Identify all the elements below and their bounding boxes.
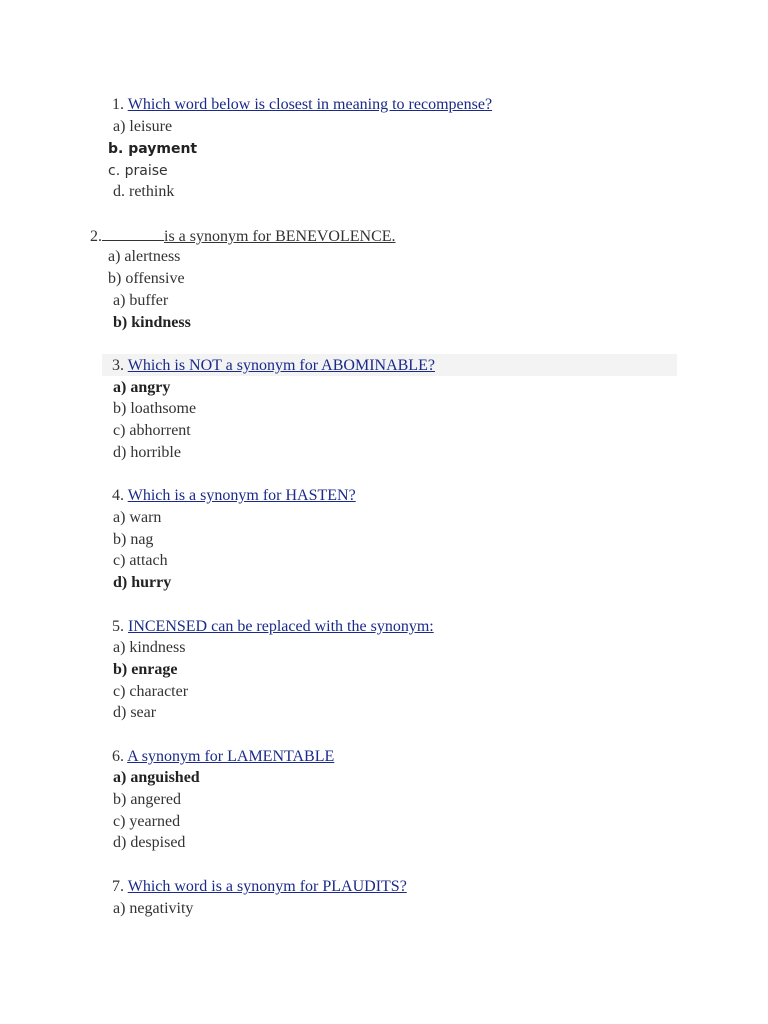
question-text: Which is a synonym for HASTEN? — [127, 487, 356, 504]
question-number: 3. — [112, 357, 124, 374]
option-b-answer: b) enrage — [113, 661, 178, 678]
question-1 — [112, 95, 492, 115]
option-d-answer: d) hurry — [113, 574, 172, 591]
option-c: a) buffer — [113, 292, 169, 309]
option-c: c. praise — [108, 163, 168, 179]
option-c: c) attach — [113, 552, 168, 569]
question-number: 2. — [90, 228, 102, 245]
question-number: 1. — [112, 96, 124, 113]
question-2 — [90, 226, 396, 247]
question-number: 7. — [112, 878, 124, 895]
question-3 — [112, 356, 435, 376]
question-7 — [112, 877, 407, 897]
option-a: a) negativity — [113, 900, 194, 917]
option-b: b) angered — [113, 791, 181, 808]
question-text: A synonym for LAMENTABLE — [127, 748, 335, 765]
question-text: Which word below is closest in meaning to recompense? — [127, 96, 493, 113]
option-c: c) character — [113, 683, 189, 700]
option-a: a) warn — [113, 509, 162, 526]
option-a-answer: a) angry — [113, 379, 171, 396]
option-d: d) horrible — [113, 444, 181, 461]
option-a: a) alertness — [108, 248, 181, 265]
option-a: a) leisure — [113, 118, 173, 135]
question-5 — [112, 617, 434, 637]
question-number: 4. — [112, 487, 124, 504]
option-d: d) despised — [113, 834, 186, 851]
option-b: b) offensive — [108, 270, 185, 287]
question-6 — [112, 747, 334, 767]
fill-in-blank — [102, 226, 164, 241]
option-d: d. rethink — [113, 183, 175, 200]
question-text: is a synonym for BENEVOLENCE. — [164, 228, 396, 245]
question-4 — [112, 486, 356, 506]
option-b: b) loathsome — [113, 400, 197, 417]
question-text: Which is NOT a synonym for ABOMINABLE? — [127, 357, 435, 374]
option-c: c) abhorrent — [113, 422, 191, 439]
question-number: 6. — [112, 748, 124, 765]
question-text: INCENSED can be replaced with the synonym: — [128, 618, 434, 635]
option-c: c) yearned — [113, 813, 181, 830]
question-text: Which word is a synonym for PLAUDITS? — [127, 878, 407, 895]
question-number: 5. — [112, 618, 124, 635]
option-d: d) sear — [113, 704, 157, 721]
option-b: b) nag — [113, 531, 154, 548]
option-a-answer: a) anguished — [113, 769, 200, 786]
option-d-answer: b) kindness — [113, 314, 191, 331]
option-a: a) kindness — [113, 639, 186, 656]
option-b-answer: b. payment — [108, 141, 198, 157]
